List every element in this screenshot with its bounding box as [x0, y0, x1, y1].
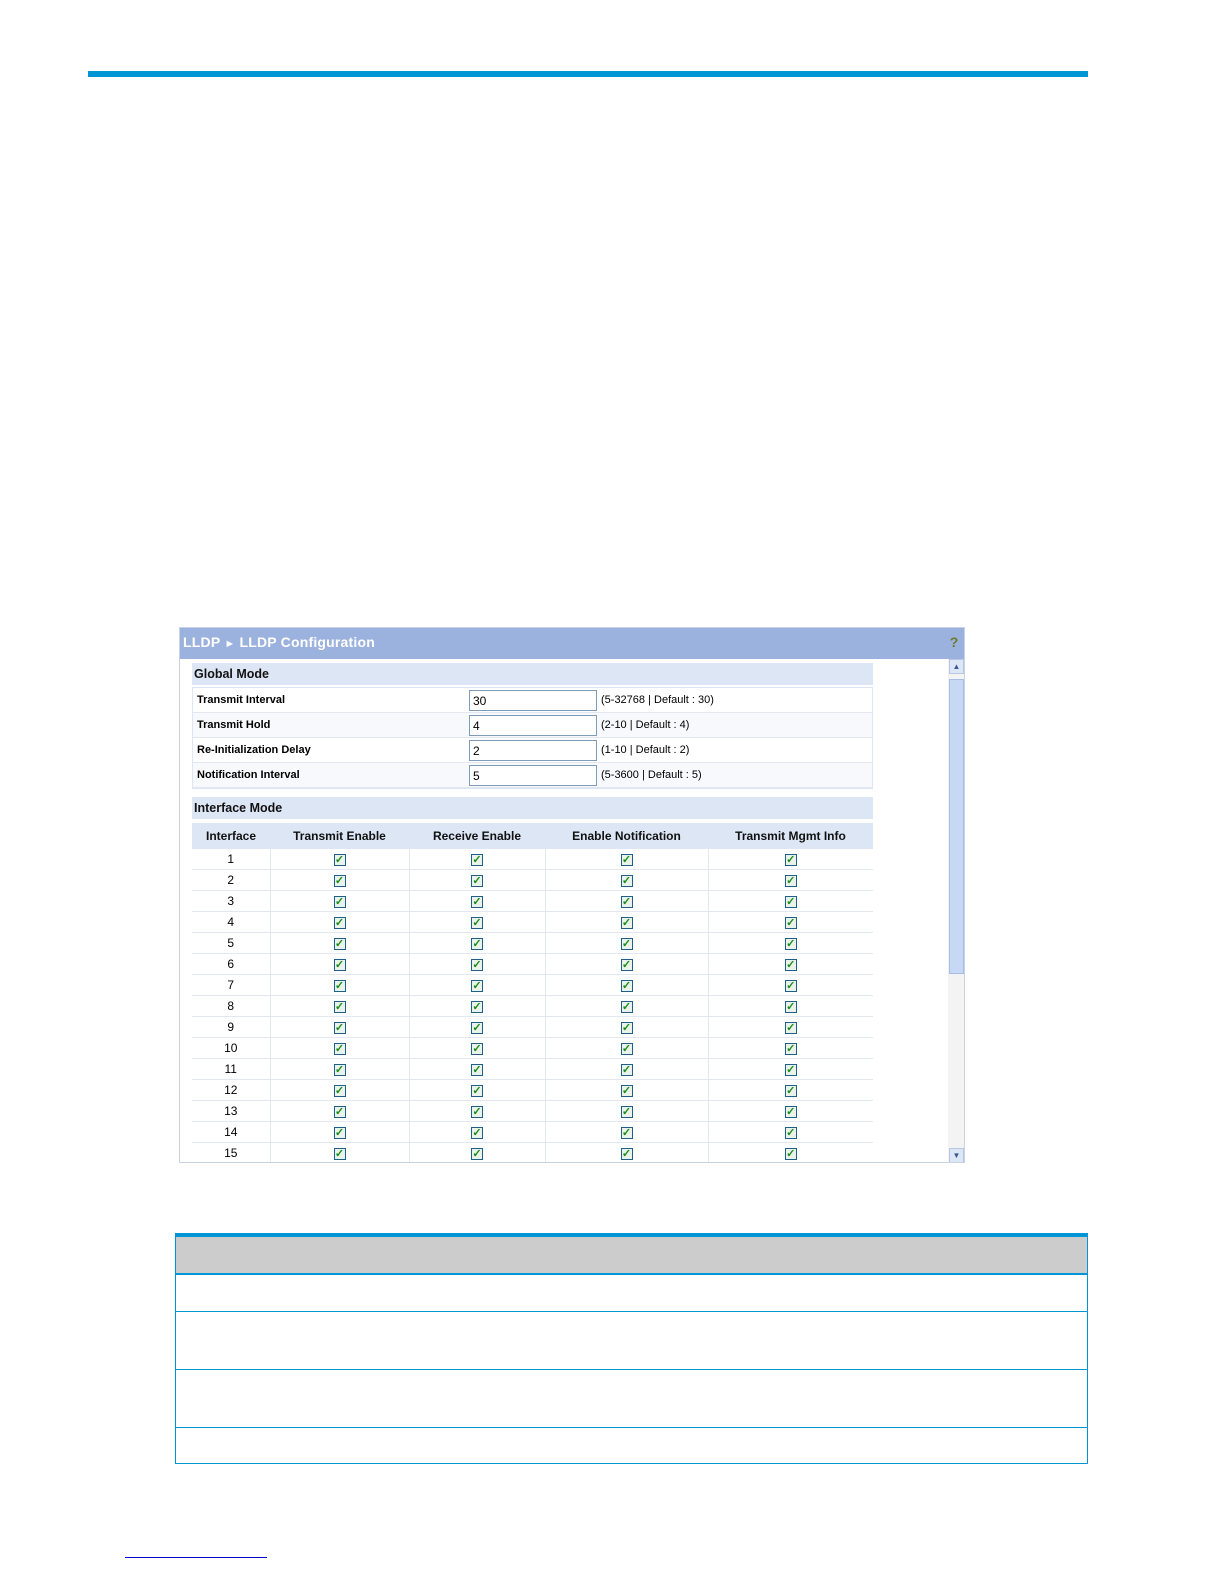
- checkbox-cell: [270, 954, 409, 975]
- checkbox-cell: [409, 1080, 545, 1101]
- enable-notification-checkbox[interactable]: ✓: [621, 1042, 632, 1055]
- interface-number: 1: [192, 849, 270, 870]
- enable-notification-checkbox[interactable]: ✓: [621, 1147, 632, 1160]
- transmit-enable-checkbox[interactable]: ✓: [334, 979, 345, 992]
- interface-number: 11: [192, 1059, 270, 1080]
- receive-enable-checkbox[interactable]: ✓: [472, 1021, 482, 1034]
- checkbox-cell: [409, 1122, 545, 1143]
- checkbox-cell: [409, 975, 545, 996]
- checkbox-cell: [708, 933, 873, 954]
- enable-notification-checkbox[interactable]: ✓: [621, 937, 632, 950]
- footer-link-underline: [125, 1557, 267, 1558]
- checkbox-cell: [708, 891, 873, 912]
- breadcrumb: [183, 628, 375, 659]
- transmit-mgmt-info-checkbox[interactable]: ✓: [786, 1105, 796, 1118]
- transmit-enable-checkbox[interactable]: ✓: [334, 895, 345, 908]
- transmit-mgmt-info-checkbox[interactable]: ✓: [786, 1084, 796, 1097]
- checkbox-cell: [270, 912, 409, 933]
- checkbox-cell: [708, 1143, 873, 1164]
- checkbox-cell: [270, 1143, 409, 1164]
- transmit-mgmt-info-checkbox[interactable]: ✓: [786, 937, 796, 950]
- enable-notification-checkbox[interactable]: ✓: [621, 895, 632, 908]
- receive-enable-checkbox[interactable]: ✓: [472, 1084, 482, 1097]
- checkbox-cell: [409, 870, 545, 891]
- checkbox-cell: [545, 1017, 708, 1038]
- checkbox-cell: [270, 1017, 409, 1038]
- enable-notification-checkbox[interactable]: ✓: [621, 979, 632, 992]
- column-header: Transmit Enable: [270, 822, 409, 849]
- checkbox-cell: [545, 954, 708, 975]
- receive-enable-checkbox[interactable]: ✓: [472, 1105, 482, 1118]
- checkbox-cell: [409, 849, 545, 870]
- checkbox-cell: [409, 1059, 545, 1080]
- enable-notification-checkbox[interactable]: ✓: [621, 874, 632, 887]
- global-mode-section: [192, 663, 873, 789]
- transmit-mgmt-info-checkbox[interactable]: ✓: [786, 1126, 796, 1139]
- enable-notification-checkbox[interactable]: ✓: [621, 1063, 632, 1076]
- table-row: [192, 1101, 873, 1122]
- checkbox-cell: [708, 1080, 873, 1101]
- transmit-mgmt-info-checkbox[interactable]: ✓: [786, 1147, 796, 1160]
- table-row: [192, 1080, 873, 1101]
- global-row: [193, 688, 872, 713]
- checkbox-cell: [545, 996, 708, 1017]
- reinitialization-delay-input[interactable]: [469, 740, 597, 761]
- enable-notification-checkbox[interactable]: ✓: [621, 1084, 632, 1097]
- transmit-enable-checkbox[interactable]: ✓: [334, 1063, 345, 1076]
- interface-number: 3: [192, 891, 270, 912]
- checkbox-cell: [708, 870, 873, 891]
- transmit-mgmt-info-checkbox[interactable]: ✓: [786, 853, 796, 866]
- enable-notification-checkbox[interactable]: ✓: [621, 958, 632, 971]
- receive-enable-checkbox[interactable]: ✓: [472, 937, 482, 950]
- field-label: Transmit Hold: [197, 719, 271, 731]
- checkbox-cell: [270, 1101, 409, 1122]
- checkbox-cell: [409, 954, 545, 975]
- interface-number: 5: [192, 933, 270, 954]
- column-header: Receive Enable: [409, 822, 545, 849]
- checkbox-cell: [270, 891, 409, 912]
- checkbox-cell: [409, 912, 545, 933]
- transmit-enable-checkbox[interactable]: ✓: [334, 937, 345, 950]
- lldp-configuration-panel: [179, 627, 965, 1163]
- checkbox-cell: [545, 1038, 708, 1059]
- help-icon[interactable]: ?: [949, 634, 959, 650]
- receive-enable-checkbox[interactable]: ✓: [472, 853, 482, 866]
- column-header: Transmit Mgmt Info: [708, 822, 873, 849]
- scroll-down-icon[interactable]: ▼: [949, 1148, 964, 1163]
- checkbox-cell: [545, 1101, 708, 1122]
- receive-enable-checkbox[interactable]: ✓: [472, 895, 482, 908]
- receive-enable-checkbox[interactable]: ✓: [472, 1000, 482, 1013]
- checkbox-cell: [708, 996, 873, 1017]
- field-label: Notification Interval: [197, 769, 300, 781]
- checkbox-cell: [270, 1080, 409, 1101]
- checkbox-cell: [708, 1059, 873, 1080]
- transmit-enable-checkbox[interactable]: ✓: [334, 916, 345, 929]
- global-row: [193, 713, 872, 738]
- table-row: [192, 1122, 873, 1143]
- scrollbar-thumb[interactable]: [949, 679, 964, 974]
- transmit-interval-input[interactable]: [469, 690, 597, 711]
- field-hint: (1-10 | Default : 2): [601, 744, 690, 756]
- top-accent-rule: [88, 71, 1088, 77]
- checkbox-cell: [270, 1038, 409, 1059]
- interface-number: 12: [192, 1080, 270, 1101]
- global-mode-rows: [192, 687, 873, 789]
- transmit-enable-checkbox[interactable]: ✓: [334, 1105, 345, 1118]
- transmit-enable-checkbox[interactable]: ✓: [334, 1147, 345, 1160]
- field-hint: (5-32768 | Default : 30): [601, 694, 714, 706]
- enable-notification-checkbox[interactable]: ✓: [621, 1126, 632, 1139]
- transmit-enable-checkbox[interactable]: ✓: [334, 1126, 345, 1139]
- checkbox-cell: [409, 1143, 545, 1164]
- table-header-row: [192, 822, 873, 849]
- receive-enable-checkbox[interactable]: ✓: [472, 874, 482, 887]
- table-row: [176, 1312, 1087, 1370]
- checkbox-cell: [708, 954, 873, 975]
- breadcrumb-separator-icon: ►: [224, 638, 236, 650]
- table-row: [192, 975, 873, 996]
- checkbox-cell: [270, 975, 409, 996]
- interface-number: 4: [192, 912, 270, 933]
- breadcrumb-lldp-configuration: LLDP Configuration: [239, 634, 376, 650]
- receive-enable-checkbox[interactable]: ✓: [472, 1042, 482, 1055]
- enable-notification-checkbox[interactable]: ✓: [621, 1105, 632, 1118]
- column-header: Interface: [192, 822, 270, 849]
- transmit-mgmt-info-checkbox[interactable]: ✓: [786, 1042, 796, 1055]
- checkbox-cell: [270, 870, 409, 891]
- scroll-up-icon[interactable]: ▲: [949, 659, 964, 674]
- document-table: [175, 1233, 1088, 1464]
- interface-mode-section: [192, 797, 873, 1163]
- table-row: [192, 1059, 873, 1080]
- checkbox-cell: [545, 870, 708, 891]
- checkbox-cell: [409, 996, 545, 1017]
- transmit-mgmt-info-checkbox[interactable]: ✓: [786, 874, 796, 887]
- global-mode-title: Global Mode: [192, 663, 873, 687]
- checkbox-cell: [708, 975, 873, 996]
- checkbox-cell: [545, 933, 708, 954]
- field-hint: (5-3600 | Default : 5): [601, 769, 702, 781]
- panel-header: [180, 628, 965, 659]
- enable-notification-checkbox[interactable]: ✓: [621, 853, 632, 866]
- field-hint: (2-10 | Default : 4): [601, 719, 690, 731]
- checkbox-cell: [270, 1059, 409, 1080]
- checkbox-cell: [708, 1038, 873, 1059]
- checkbox-cell: [409, 1038, 545, 1059]
- table-row: [192, 1143, 873, 1164]
- enable-notification-checkbox[interactable]: ✓: [621, 1021, 632, 1034]
- interface-number: 8: [192, 996, 270, 1017]
- checkbox-cell: [545, 912, 708, 933]
- interface-number: 13: [192, 1101, 270, 1122]
- checkbox-cell: [545, 849, 708, 870]
- receive-enable-checkbox[interactable]: ✓: [472, 1126, 482, 1139]
- table-row: [192, 996, 873, 1017]
- table-row: [192, 870, 873, 891]
- transmit-enable-checkbox[interactable]: ✓: [334, 1042, 345, 1055]
- transmit-enable-checkbox[interactable]: ✓: [334, 853, 345, 866]
- checkbox-cell: [708, 912, 873, 933]
- breadcrumb-lldp[interactable]: LLDP: [183, 634, 221, 650]
- transmit-mgmt-info-checkbox[interactable]: ✓: [786, 1063, 796, 1076]
- checkbox-cell: [409, 1017, 545, 1038]
- interface-number: 15: [192, 1143, 270, 1164]
- receive-enable-checkbox[interactable]: ✓: [472, 916, 482, 929]
- checkbox-cell: [270, 849, 409, 870]
- transmit-mgmt-info-checkbox[interactable]: ✓: [786, 1000, 796, 1013]
- checkbox-cell: [270, 1122, 409, 1143]
- checkbox-cell: [545, 891, 708, 912]
- transmit-enable-checkbox[interactable]: ✓: [334, 1021, 345, 1034]
- transmit-enable-checkbox[interactable]: ✓: [334, 958, 345, 971]
- table-row: [192, 1017, 873, 1038]
- global-row: [193, 738, 872, 763]
- transmit-enable-checkbox[interactable]: ✓: [334, 1000, 345, 1013]
- interface-mode-title: Interface Mode: [192, 797, 873, 821]
- field-label: Re-Initialization Delay: [197, 744, 311, 756]
- transmit-mgmt-info-checkbox[interactable]: ✓: [786, 958, 796, 971]
- table-row: [192, 849, 873, 870]
- checkbox-cell: [545, 975, 708, 996]
- transmit-enable-checkbox[interactable]: ✓: [334, 874, 345, 887]
- checkbox-cell: [708, 1101, 873, 1122]
- column-header: Enable Notification: [545, 822, 708, 849]
- checkbox-cell: [708, 849, 873, 870]
- notification-interval-input[interactable]: [469, 765, 597, 786]
- checkbox-cell: [545, 1122, 708, 1143]
- transmit-enable-checkbox[interactable]: ✓: [334, 1084, 345, 1097]
- checkbox-cell: [270, 933, 409, 954]
- field-label: Transmit Interval: [197, 694, 286, 706]
- interface-number: 14: [192, 1122, 270, 1143]
- enable-notification-checkbox[interactable]: ✓: [621, 1000, 632, 1013]
- transmit-mgmt-info-checkbox[interactable]: ✓: [786, 1021, 796, 1034]
- checkbox-cell: [708, 1017, 873, 1038]
- checkbox-cell: [545, 1080, 708, 1101]
- checkbox-cell: [409, 1101, 545, 1122]
- transmit-mgmt-info-checkbox[interactable]: ✓: [786, 979, 796, 992]
- enable-notification-checkbox[interactable]: ✓: [621, 916, 632, 929]
- table-row: [192, 912, 873, 933]
- interface-number: 9: [192, 1017, 270, 1038]
- table-header: [176, 1237, 1087, 1275]
- interface-number: 2: [192, 870, 270, 891]
- checkbox-cell: [708, 1122, 873, 1143]
- table-row: [192, 954, 873, 975]
- receive-enable-checkbox[interactable]: ✓: [472, 958, 482, 971]
- receive-enable-checkbox[interactable]: ✓: [472, 979, 482, 992]
- interface-number: 7: [192, 975, 270, 996]
- checkbox-cell: [545, 1059, 708, 1080]
- interface-mode-table: [192, 821, 873, 1163]
- interface-number: 6: [192, 954, 270, 975]
- table-row: [176, 1370, 1087, 1428]
- table-row: [192, 933, 873, 954]
- transmit-hold-input[interactable]: [469, 715, 597, 736]
- checkbox-cell: [545, 1143, 708, 1164]
- global-row: [193, 763, 872, 788]
- checkbox-cell: [409, 891, 545, 912]
- receive-enable-checkbox[interactable]: ✓: [472, 1063, 482, 1076]
- table-row: [176, 1275, 1087, 1312]
- receive-enable-checkbox[interactable]: ✓: [472, 1147, 482, 1160]
- checkbox-cell: [409, 933, 545, 954]
- checkbox-cell: [270, 996, 409, 1017]
- transmit-mgmt-info-checkbox[interactable]: ✓: [786, 895, 796, 908]
- table-row: [192, 1038, 873, 1059]
- table-row: [192, 891, 873, 912]
- transmit-mgmt-info-checkbox[interactable]: ✓: [786, 916, 796, 929]
- vertical-scrollbar[interactable]: [948, 659, 965, 1163]
- interface-number: 10: [192, 1038, 270, 1059]
